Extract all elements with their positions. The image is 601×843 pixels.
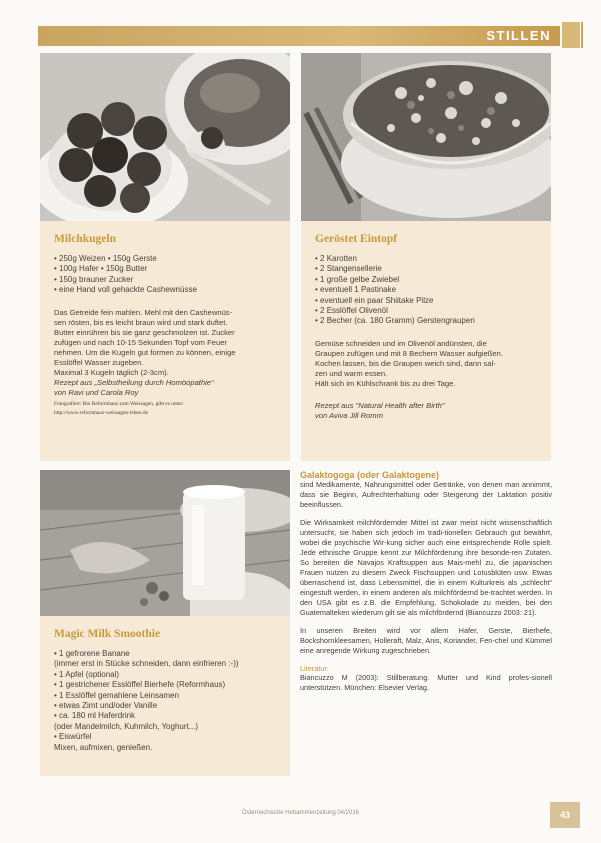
- footer-text: Österreichische Hebammenzeitung 04/2016: [241, 810, 360, 816]
- ingredient: • 1 Esslöffel gemahlene Leinsamen: [54, 690, 179, 700]
- page-number: 43: [550, 802, 580, 828]
- header-tick: [581, 22, 583, 48]
- article-galaktogoga: [300, 470, 552, 701]
- ingredient: • eine Hand voll gehackte Cashewnüsse: [54, 285, 197, 295]
- method-line: Maximal 3 Kugeln täglich (2-3cm).: [54, 367, 169, 377]
- method-line: zen und warm essen.: [315, 368, 388, 378]
- ingredient: • ca. 180 ml Haferdrink: [54, 711, 136, 721]
- header-tab: [562, 22, 580, 48]
- ingredient: • 1 gestrichener Esslöffel Bierhefe (Reformhaus): [54, 680, 226, 690]
- ingredient: • 2 Karotten: [315, 254, 357, 263]
- section-title: STILLEN: [486, 28, 551, 43]
- barley-stew-photo: [301, 53, 551, 221]
- ingredient: • etwas Zimt und/oder Vanille: [54, 701, 158, 711]
- method-line: Mixen, aufmixen, genießen.: [54, 742, 153, 752]
- smoothie-photo: [40, 470, 290, 616]
- method-line: sen rösten, bis es leicht braun wird und stark duftet.: [54, 317, 228, 327]
- ingredient: • 250g Weizen • 150g Gerste: [54, 254, 157, 263]
- ingredient: • 2 Stangensellerie: [315, 264, 382, 274]
- photo-credit-url[interactable]: http://www.reformhaus-weissagen-leben.de: [54, 409, 148, 416]
- recipe-title: Magic Milk Smoothie: [54, 628, 161, 640]
- ingredient: • 1 gefrorene Banane: [54, 649, 130, 658]
- recipe-source: Rezept aus „Selbstheilung durch Homöopathie“: [54, 377, 214, 387]
- ingredient: • 150g brauner Zucker: [54, 274, 134, 284]
- ingredient: • Eiswürfel: [54, 732, 92, 742]
- recipe-source: von Aviva Jill Romm: [315, 410, 383, 420]
- method-line: Das Getreide fein mahlen. Mehl mit den Cashewnüs-: [54, 307, 233, 317]
- ingredient: • 2 Esslöffel Olivenöl: [315, 306, 388, 316]
- ingredient-list: [315, 254, 537, 327]
- recipe-card-smoothie: [40, 616, 290, 776]
- ingredient: • eventuell ein paar Shiitake Pilze: [315, 295, 434, 305]
- recipe-card-eintopf: [301, 221, 551, 461]
- ingredient: • eventuell 1 Pastinake: [315, 285, 397, 295]
- method-line: Gemüse schneiden und im Olivenöl andünsten, die: [315, 338, 487, 348]
- method-line: Graupen zufügen und mit 8 Bechern Wasser aufgießen.: [315, 348, 503, 358]
- recipe-source: von Ravi und Carola Roy: [54, 387, 139, 397]
- photo-credit: Fotografiert: Bio Reformhaus zum Weissagen, gibt es unter:: [54, 400, 184, 407]
- ingredient: • 1 große gelbe Zwiebel: [315, 274, 400, 284]
- article-paragraph: In unseren Breiten wird vor allem Hafer, Gerste, Bierhefe, Bockshornkleesamen, Holleraft, Malz, Anis, Koriander, Fen-chel und Kümmel eine anregende Wirkung zugeschrieben.: [300, 626, 552, 655]
- method-line: zufügen und nach 10-15 Sekunden Topf vom Feuer: [54, 337, 227, 347]
- milk-balls-photo: [40, 53, 290, 221]
- ingredient-note: (immer erst in Stücke schneiden, dann einfrieren :-)): [54, 659, 239, 669]
- method-line: nehmen. Um die Kugeln gut formen zu können, einige: [54, 347, 236, 357]
- recipe-title: Geröstet Eintopf: [315, 233, 398, 245]
- ingredient-list: [54, 254, 276, 296]
- recipe-source: Rezept aus "Natural Health after Birth": [315, 400, 445, 410]
- recipe-card-milchkugeln: [40, 221, 290, 461]
- method-line: Kochen lassen, bis die Graupen weich sind, dann sal-: [315, 358, 496, 368]
- ingredient: • 1 Apfel (optional): [54, 669, 120, 679]
- literature-reference: Biancuzzo M (2003): Stillberatung. Mutter und Kind profes-sionell unterstützen. München: Elsevier Verlag.: [300, 673, 552, 692]
- method-line: Butter einrühren bis sie ganz geschmolzen ist. Zucker: [54, 327, 235, 337]
- ingredient-note: (oder Mandelmilch, Kuhmilch, Yoghurt...): [54, 721, 199, 731]
- ingredient: • 2 Becher (ca. 180 Gramm) Gerstengraupen: [315, 316, 475, 326]
- method-line: Hält sich im Kühlschrank bis zu drei Tage.: [315, 378, 456, 388]
- header-bar: [38, 26, 560, 46]
- ingredient: • 100g Hafer • 150g Butter: [54, 264, 148, 274]
- article-paragraph: Die Wirksamkeit milchfördernder Mittel ist zwar meist nicht wissenschaftlich untersucht, sie haben sich jedoch im tradi-tionellen Gebrauch gut bewährt, wobei die psychische Wir-kung sicher auch eine entsprechende Rolle spielt. Jede ethnische Gruppe kennt zur Milchförderung ihre besonde-ren Zutaten. So bereiten die Navajos Kraftsuppen aus Mais-mehl zu, die japanischen Frauen nutzen zu diesem Zweck Fischsuppen und Lotusblüten usw. Etwas überraschend ist, dass Lebensmittel, die in einem Kulturkreis als „schlecht“ eingestuft werden, in einem anderen als milchfördernd be-trachtet werden. In den USA gibt es z.B. die Empfehlung, Schokolade zu meiden, bei den Guatemalteken wiederum gilt sie als milchfördernd (Biancuzzo 2003: 21).: [300, 518, 552, 617]
- method-line: Esslöffel Wasser zugeben.: [54, 357, 144, 367]
- ingredient-list: [54, 649, 276, 753]
- literature-label: Literatur:: [300, 664, 329, 673]
- article-title: Galaktogoga (oder Galaktogene): [300, 470, 440, 480]
- recipe-title: Milchkugeln: [54, 233, 116, 245]
- article-paragraph: sind Medikamente, Nahrungsmittel oder Getränke, von denen man annimmt, dass sie Beginn, Aufrechterhaltung oder Steigerung der Laktation positiv beeinflussen.: [300, 480, 552, 509]
